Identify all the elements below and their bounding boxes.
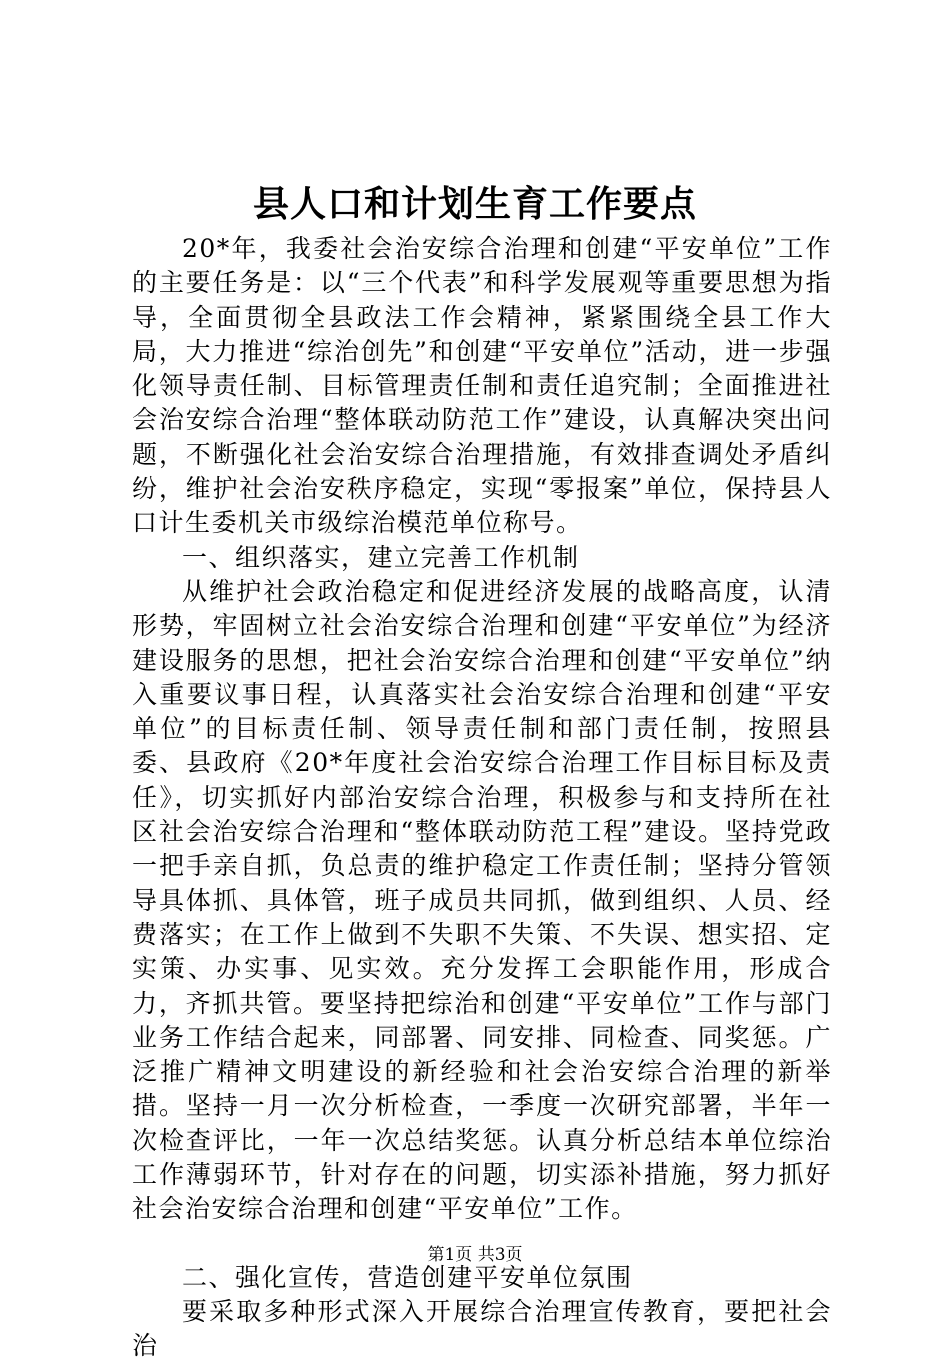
document-body bbox=[132, 232, 832, 1364]
intro-paragraph: 20*年，我委社会治安综合治理和创建“平安单位”工作的主要任务是：以“三个代表”和科学发展观等重要思想为指导，全面贯彻全县政法工作会精神，紧紧围绕全县工作大局，大力推进“综治创先”和创建“平安单位”活动，进一步强化领导责任制、目标管理责任制和责任追究制；全面推进社会治安综合治理“整体联动防范工作”建设，认真解决突出问题，不断强化社会治安综合治理措施，有效排查调处矛盾纠纷，维护社会治安秩序稳定，实现“零报案”单位，保持县人口计生委机关市级综治模范单位称号。 bbox=[132, 234, 832, 538]
document-title: 县人口和计划生育工作要点 bbox=[252, 183, 697, 225]
section-1-paragraph: 从维护社会政治稳定和促进经济发展的战略高度，认清形势，牢固树立社会治安综合治理和创建“平安单位”为经济建设服务的思想，把社会治安综合治理和创建“平安单位”纳入重要议事日程，认真落实社会治安综合治理和创建“平安单位”的目标责任制、领导责任制和部门责任制，按照县委、县政府《20*年度社会治安综合治理工作目标目标及责任》，切实抓好内部治安综合治理，积极参与和支持所在社区社会治安综合治理和“整体联动防范工程”建设。坚持党政一把手亲自抓，负总责的维护稳定工作责任制；坚持分管领导具体抓、具体管，班子成员共同抓，做到组织、人员、经费落实；在工作上做到不失职不失策、不失误、想实招、定实策、办实事、见实效。充分发挥工会职能作用，形成合力，齐抓共管。要坚持把综治和创建“平安单位”工作与部门业务工作结合起来，同部署、同安排、同检查、同奖惩。广泛推广精神文明建设的新经验和社会治安综合治理的新举措。坚持一月一次分析检查，一季度一次研究部署，半年一次检查评比，一年一次总结奖惩。认真分析总结本单位综治工作薄弱环节，针对存在的问题，切实添补措施，努力抓好社会治安综合治理和创建“平安单位”工作。 bbox=[132, 576, 832, 1224]
page-footer: 第1页 共3页 bbox=[427, 1245, 523, 1265]
section-2-paragraph: 要采取多种形式深入开展综合治理宣传教育，要把社会治 bbox=[132, 1296, 832, 1361]
section-heading-2: 二、强化宣传，营造创建平安单位氛围 bbox=[182, 1262, 633, 1292]
section-heading-1: 一、组织落实，建立完善工作机制 bbox=[182, 542, 580, 572]
